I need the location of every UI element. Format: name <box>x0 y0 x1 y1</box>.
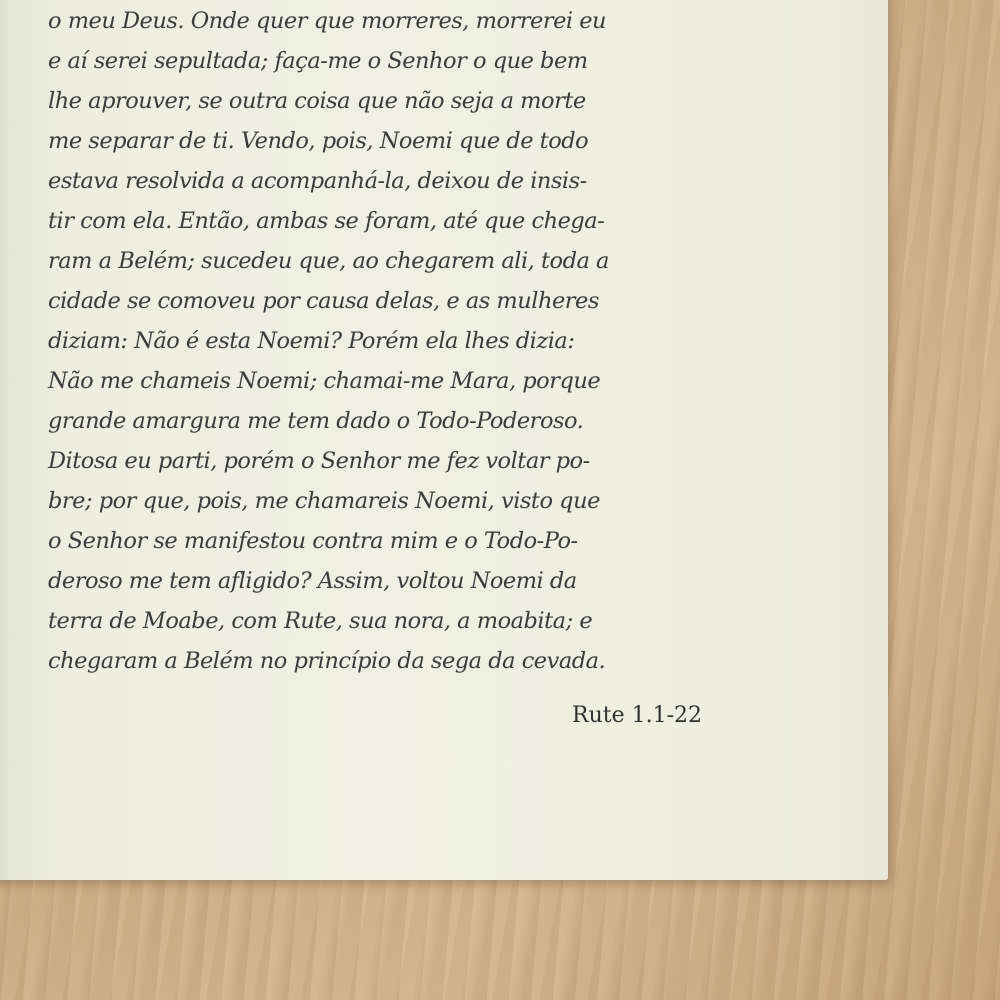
passage-line: bre; por que, pois, me chamareis Noemi, visto que <box>48 488 600 514</box>
passage-line: Ditosa eu parti, porém o Senhor me fez voltar po- <box>48 448 590 474</box>
passage-line: tir com ela. Então, ambas se foram, até que chega- <box>48 208 605 234</box>
passage-line: Não me chameis Noemi; chamai-me Mara, porque <box>48 368 601 394</box>
scripture-reference: Rute 1.1-22 <box>572 703 703 728</box>
passage-line: diziam: Não é esta Noemi? Porém ela lhes dizia: <box>48 328 575 354</box>
passage-line: o Senhor se manifestou contra mim e o Todo-Po- <box>48 528 578 554</box>
passage-line: o meu Deus. Onde quer que morreres, morrerei eu <box>48 8 607 34</box>
passage-line: deroso me tem afligido? Assim, voltou Noemi da <box>48 568 577 594</box>
passage-line: grande amargura me tem dado o Todo-Poderoso. <box>48 408 584 434</box>
passage-line: lhe aprouver, se outra coisa que não seja a morte <box>48 88 586 114</box>
passage-line: e aí serei sepultada; faça-me o Senhor o que bem <box>48 48 588 74</box>
passage-line: ram a Belém; sucedeu que, ao chegarem ali, toda a <box>48 248 609 274</box>
passage-line: me separar de ti. Vendo, pois, Noemi que de todo <box>48 128 589 154</box>
passage-line: cidade se comoveu por causa delas, e as mulheres <box>48 288 599 314</box>
passage-line: chegaram a Belém no princípio da sega da cevada. <box>48 648 606 674</box>
passage-line: terra de Moabe, com Rute, sua nora, a moabita; e <box>48 608 593 634</box>
passage-line: estava resolvida a acompanhá-la, deixou de insis- <box>48 168 587 194</box>
